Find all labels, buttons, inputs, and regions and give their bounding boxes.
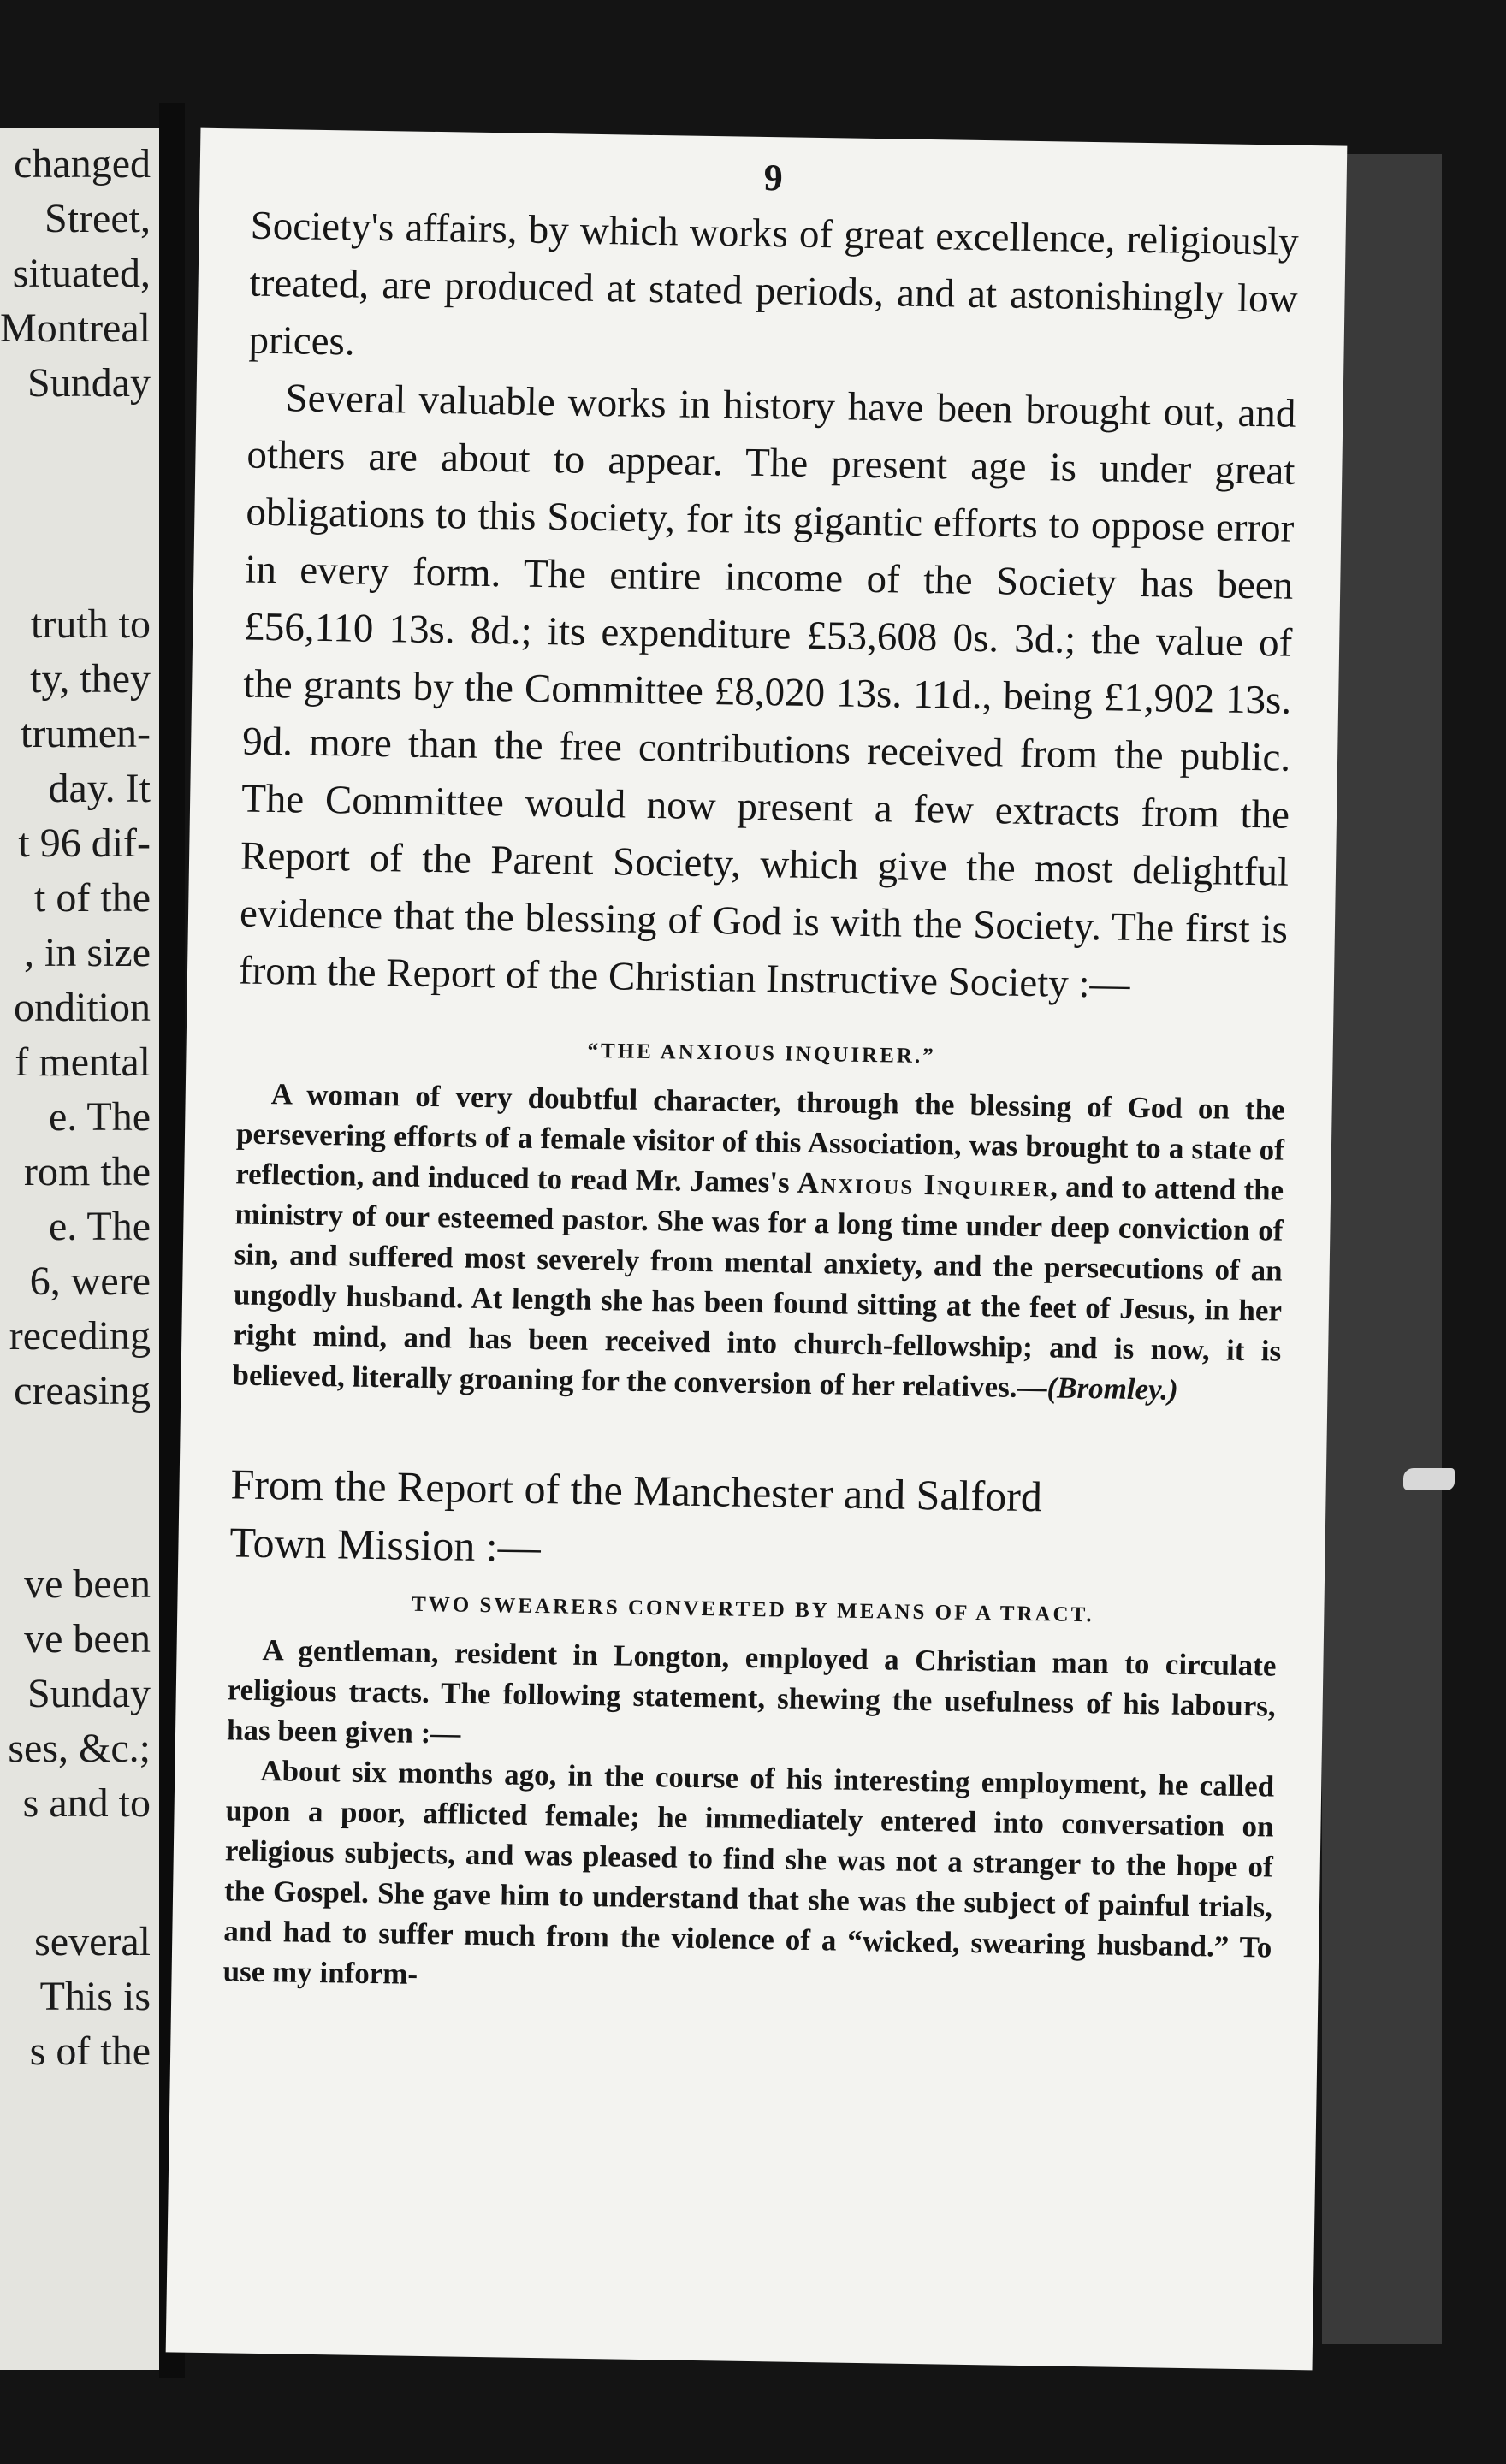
left-page-line: Montreal: [0, 305, 151, 351]
left-page-line: ondition: [13, 985, 151, 1030]
left-page-line: ty, they: [30, 656, 151, 702]
page-number: 9: [763, 156, 784, 199]
left-page-line: Sunday: [27, 360, 151, 406]
left-page-line: Street,: [44, 196, 151, 241]
extract-heading-anxious-inquirer: “THE ANXIOUS INQUIRER.”: [587, 1039, 936, 1069]
left-page-line: Sunday: [27, 1671, 151, 1716]
left-page-line: t of the: [34, 875, 151, 921]
extract-anxious-inquirer: [232, 1073, 1285, 1411]
extract-swearers-body: About six months ago, in the course of his interesting employment, he called upon a poor, afflicted female; he immediately entered into conversation on religious subjects, and was pleased to find she was not a stranger to the hope of the Gospel. She gave him to understand that she was the subject of painful trials, and had to suffer much from the violence of a “wicked, swearing husband.” To use my inform-: [222, 1753, 1275, 1991]
left-page-line: t 96 dif-: [18, 820, 151, 866]
left-page-line: 6, were: [29, 1259, 151, 1304]
section-title-line-2: Town Mission :—: [229, 1518, 542, 1572]
extract-text-before: A woman of very doubtful character, through the blessing of God on the persevering efforts of a female visitor of this Association, was brought to a state of reflection, and induced to read Mr. James's: [235, 1077, 1285, 1199]
left-page-line: truth to: [31, 601, 151, 647]
left-page-line: changed: [14, 141, 151, 187]
book-page: [166, 128, 1348, 2371]
left-page-line: This is: [39, 1974, 151, 2019]
left-page-line: e. The: [48, 1094, 151, 1140]
left-page-line: f mental: [15, 1040, 151, 1085]
extract-heading-swearers: TWO SWEARERS CONVERTED BY MEANS OF A TRACT.: [411, 1592, 1094, 1627]
left-page-line: ve been: [24, 1561, 151, 1607]
section-title-line-1: From the Report of the Manchester and Salford: [230, 1460, 1043, 1521]
extract-swearers-intro: A gentleman, resident in Longton, employed a Christian man to circulate religious tracts. The following statement, shewing the usefulness of his labours, has been given :—: [226, 1632, 1277, 1750]
left-page-line: several: [34, 1919, 151, 1964]
left-page-line: creasing: [14, 1368, 151, 1413]
left-page-line: s of the: [29, 2029, 151, 2074]
extract-text-after: , and to attend the ministry of our esteemed pastor. She was for a long time under deep conviction of sin, and suffered most severely from mental anxiety, and the persecutions of an ungodly husband. At length she has been found sitting at the feet of Jesus, in her right mind, and has been received into church-fellowship; and is now, it is believed, literally groaning for the conversion of her relatives.—: [232, 1170, 1284, 1405]
left-page-line: ses, &c.;: [8, 1726, 151, 1771]
book-title: Anxious Inquirer: [797, 1165, 1051, 1204]
paper-speck: [1403, 1468, 1455, 1490]
left-page-line: situated,: [12, 251, 151, 296]
left-page-line: s and to: [22, 1780, 151, 1826]
left-page-line: receding: [9, 1313, 151, 1359]
facing-page-left: [0, 128, 159, 2370]
extract-source: (Bromley.): [1046, 1371, 1179, 1407]
paragraph-continued: Society's affairs, by which works of great excellence, religiously treated, are produced at stated periods, and at astonishingly low prices.: [248, 203, 1299, 364]
page-body: [222, 198, 1299, 2008]
left-page-line: , in size: [24, 930, 151, 975]
paragraph-society: Several valuable works in history have been brought out, and others are about to appear. The present age is under great obligations to this Society, for its gigantic efforts to oppose error in every form. The entire income of the Society has been £56,110 13s. 8d.; its expenditure £53,608 0s. 3d.; the value of the grants by the Committee £8,020 13s. 11d., being £1,902 13s. 9d. more than the free contributions received from the public. The Committee would now present a few extracts from the Report of the Parent Society, which give the most delightful evidence that the blessing of God is with the Society. The first is from the Report of the Christian Instructive Society :—: [238, 376, 1296, 1007]
left-page-line: day. It: [48, 766, 151, 811]
left-page-line: ve been: [24, 1616, 151, 1661]
left-page-line: trumen-: [21, 711, 151, 756]
left-page-line: e. The: [48, 1204, 151, 1249]
section-title: [229, 1454, 1279, 1587]
left-page-line: rom the: [24, 1149, 151, 1194]
